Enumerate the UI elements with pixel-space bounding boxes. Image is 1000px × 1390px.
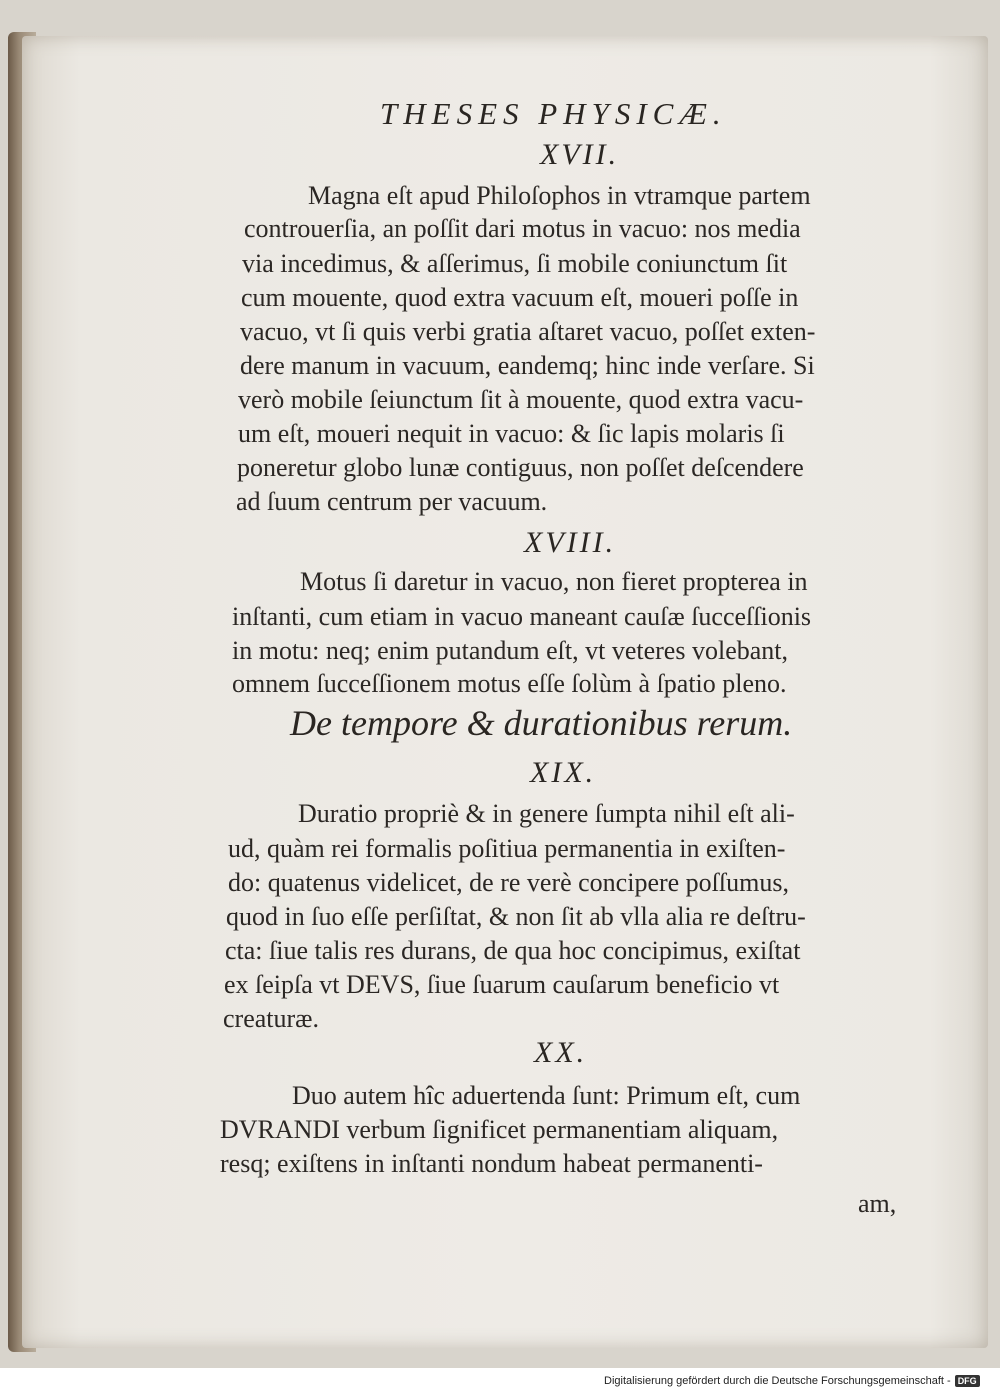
running-head: THESES PHYSICÆ. bbox=[380, 96, 727, 131]
text-line: Magna eſt apud Philoſophos in vtramque partem bbox=[308, 181, 811, 210]
text-line: poneretur globo lunæ contiguus, non poſſet deſcendere bbox=[237, 453, 804, 482]
text-line: dere manum in vacuum, eandemq; hinc inde verſare. Si bbox=[240, 351, 815, 380]
text-line: omnem ſucceſſionem motus eſſe ſolùm à ſpatio pleno. bbox=[232, 669, 787, 698]
text-line: um eſt, moueri nequit in vacuo: & ſic lapis molaris ſi bbox=[238, 419, 785, 448]
text-line: controuerſia, an poſſit dari motus in vacuo: nos media bbox=[244, 214, 801, 243]
text-line: Duo autem hîc aduertenda ſunt: Primum eſt, cum bbox=[292, 1081, 801, 1110]
catchword: am, bbox=[858, 1189, 897, 1218]
text-line: cta: ſiue talis res durans, de qua hoc concipimus, exiſtat bbox=[225, 936, 801, 965]
text-line: verò mobile ſeiunctum ſit à mouente, quod extra vacu- bbox=[238, 385, 804, 414]
section-heading: De tempore & durationibus rerum. bbox=[290, 703, 793, 743]
text-line: resq; exiſtens in inſtanti nondum habeat permanenti- bbox=[220, 1149, 763, 1178]
text-line: ad ſuum centrum per vacuum. bbox=[236, 487, 548, 516]
thesis-numeral-18: XVIII. bbox=[524, 526, 617, 559]
text-line: ex ſeipſa vt DEVS, ſiue ſuarum cauſarum beneficio vt bbox=[224, 970, 780, 999]
text-line: in motu: neq; enim putandum eſt, vt veteres volebant, bbox=[232, 636, 788, 665]
thesis-numeral-20: XX. bbox=[534, 1036, 588, 1069]
text-line: cum mouente, quod extra vacuum eſt, moueri poſſe in bbox=[241, 283, 799, 312]
thesis-numeral-19: XIX. bbox=[530, 756, 597, 789]
digitization-footer bbox=[604, 1372, 1000, 1390]
text-line: creaturæ. bbox=[223, 1004, 320, 1033]
text-line: via incedimus, & aſſerimus, ſi mobile coniunctum ſit bbox=[242, 249, 788, 278]
text-line: ud, quàm rei formalis poſitiua permanentia in exiſten- bbox=[228, 834, 786, 863]
text-line: quod in ſuo eſſe perſiſtat, & non ſit ab vlla alia re deſtru- bbox=[226, 902, 806, 931]
text-line: Duratio propriè & in genere ſumpta nihil eſt ali- bbox=[298, 799, 795, 828]
text-line: inſtanti, cum etiam in vacuo maneant cauſæ ſucceſſionis bbox=[232, 602, 812, 631]
text-line: do: quatenus videlicet, de re verè concipere poſſumus, bbox=[228, 868, 789, 897]
text-line: vacuo, vt ſi quis verbi gratia aſtaret vacuo, poſſet exten- bbox=[240, 317, 816, 346]
dfg-logo-icon: DFG bbox=[955, 1375, 980, 1387]
thesis-numeral-17: XVII. bbox=[540, 138, 620, 171]
text-line: Motus ſi daretur in vacuo, non fieret propterea in bbox=[300, 567, 808, 596]
text-line: DVRANDI verbum ſignificet permanentiam aliquam, bbox=[220, 1115, 779, 1144]
footer-text: Digitalisierung gefördert durch die Deutsche Forschungsgemeinschaft - bbox=[604, 1375, 951, 1387]
